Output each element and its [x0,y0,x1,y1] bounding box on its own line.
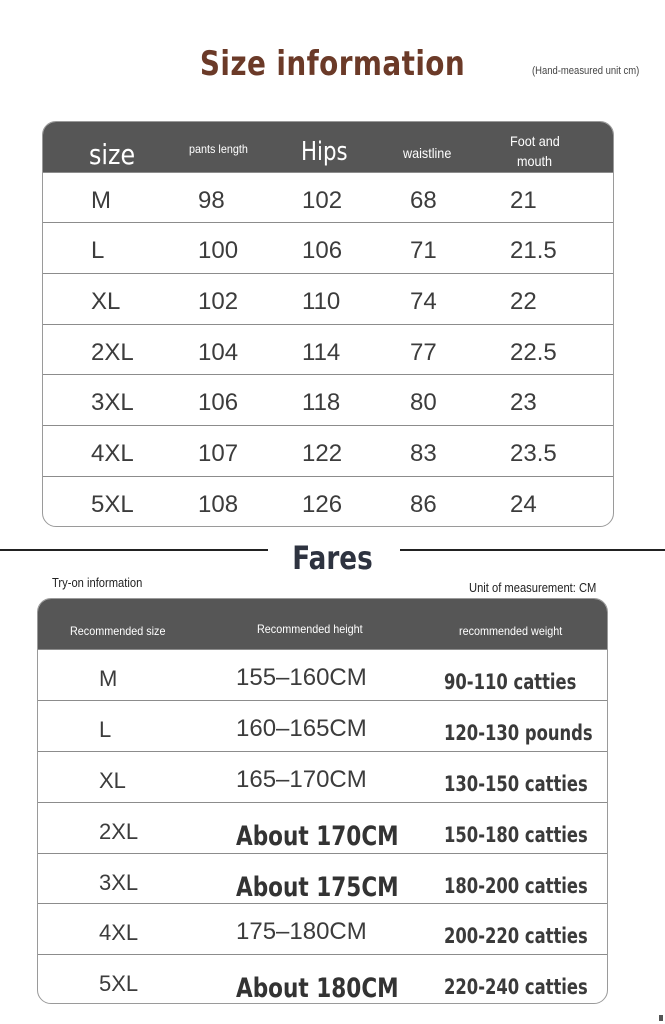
table-row [43,172,613,222]
header-foot-line2: mouth [517,153,553,169]
row-waist: 68 [410,187,437,214]
row-size: L [91,237,105,264]
row-hips: 126 [302,491,343,518]
row-foot: 23.5 [510,440,557,467]
row-hips: 102 [302,187,343,214]
row-waist: 80 [410,389,437,416]
row-foot: 21 [510,187,537,214]
table-row [43,374,613,424]
header-foot-line1: Foot and [510,133,560,149]
size-info-title: Size information [199,44,466,84]
row-size: 4XL [91,440,134,467]
table-row [38,853,607,904]
row-hips: 118 [302,389,341,416]
row-hips: 122 [302,440,343,467]
row-waist: 71 [410,237,437,264]
table-row [43,324,613,374]
row-foot: 24 [510,491,537,518]
row-length: 104 [198,339,239,366]
row-waist: 83 [410,440,437,467]
row-length: 107 [198,440,239,467]
table-row [43,476,613,526]
row-height: About 180CM [236,973,399,1004]
row-height: 165–170CM [236,766,367,793]
row-length: 100 [198,237,239,264]
table-row [38,700,607,751]
row-size: L [99,717,112,742]
row-foot: 22 [510,288,537,315]
row-weight: 120-130 pounds [444,721,593,745]
size-table-header [43,122,613,172]
row-size: M [91,187,111,214]
row-length: 106 [198,389,239,416]
header-recommended-height: Recommended height [257,622,363,636]
row-size: 3XL [99,870,139,895]
header-pants-length: pants length [189,142,248,156]
header-recommended-size: Recommended size [70,624,166,638]
row-size: 5XL [99,971,139,996]
row-foot: 23 [510,389,537,416]
table-row [38,903,607,954]
row-length: 98 [198,187,225,214]
row-weight: 130-150 catties [444,772,588,796]
table-row [38,954,607,1004]
row-size: 3XL [91,389,134,416]
table-row [43,273,613,323]
table-row [38,751,607,802]
row-hips: 114 [302,339,341,366]
table-row [38,802,607,853]
row-weight: 90-110 catties [444,670,577,694]
row-size: M [99,666,118,691]
row-foot: 21.5 [510,237,557,264]
row-weight: 220-240 catties [444,975,588,999]
row-size: 2XL [99,819,139,844]
row-size: 4XL [99,920,139,945]
size-table [42,121,614,527]
row-waist: 86 [410,491,437,518]
row-size: XL [99,768,126,793]
row-length: 102 [198,288,239,315]
row-hips: 110 [302,288,341,315]
fares-title: Fares [292,539,373,577]
unit-note: Unit of measurement: CM [469,580,597,595]
size-info-unit-note: (Hand-measured unit cm) [532,65,640,77]
try-on-note: Try-on information [52,575,143,590]
table-row [38,649,607,700]
row-weight: 180-200 catties [444,874,588,898]
row-height: About 175CM [236,872,399,903]
row-size: XL [91,288,121,315]
row-height: 155–160CM [236,664,367,691]
recommendation-table-header [38,599,607,649]
row-size: 5XL [91,491,134,518]
row-waist: 77 [410,339,437,366]
row-waist: 74 [410,288,437,315]
row-weight: 150-180 catties [444,823,588,847]
header-hips: Hips [301,137,348,167]
recommendation-table [37,598,608,1004]
header-size: size [89,138,136,171]
corner-mark [659,1015,663,1021]
row-height: About 170CM [236,821,399,852]
row-height: 160–165CM [236,715,367,742]
row-length: 108 [198,491,239,518]
row-weight: 200-220 catties [444,924,588,948]
table-row [43,425,613,475]
row-foot: 22.5 [510,339,557,366]
header-recommended-weight: recommended weight [459,624,563,638]
header-waistline: waistline [403,145,452,161]
row-height: 175–180CM [236,918,367,945]
row-size: 2XL [91,339,134,366]
row-hips: 106 [302,237,343,264]
table-row [43,222,613,272]
